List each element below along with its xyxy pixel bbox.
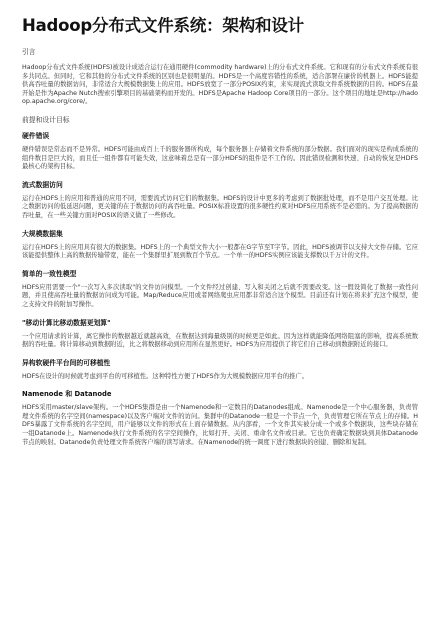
section-paragraph: HDFS在设计的时候就考虑到平台的可移植性。这种特性方便了HDFS作为大规模数据应用平台的推广。 (22, 372, 309, 380)
intro-paragraph: Hadoop分布式文件系统(HDFS)被设计成适合运行在通用硬件(commodity hardware)上的分布式文件系统。它和现有的分布式文件系统有很多共同点。但同时，它和其他的分布式文件系统的区别也是很明显的。HDFS是一个高度容错性的系统，适合部署在廉价的机器上。HDFS能提供高吞吐量的数据访问，非常适合大规模数据集上的应用。HDFS放宽了一部分POSIX约束，来实现流式读取文件系统数据的目的。HDFS在最开始是作为Apache Nutch搜索引擎项目的基础架构而开发的。HDFS是Apache Hadoop Core项目的一部分。这个项目的地址是http://hadoop.apache.org/core/。 (22, 64, 418, 106)
intro-label: 引言 (22, 48, 36, 56)
section-hardware-failure (22, 132, 418, 172)
section-moving-computation (22, 319, 418, 350)
section-paragraph: HDFS采用master/slave架构。一个HDFS集群是由一个Namenode和一定数目的Datanodes组成。Namenode是一个中心服务器，负责管理文件系统的名字空间(namespace)以及客户端对文件的访问。集群中的Datanode一般是一个节点一个，负责管理它所在节点上的存储。HDFS暴露了文件系统的名字空间，用户能够以文件的形式在上面存储数据。从内部看，一个文件其实被分成一个或多个数据块，这些块存储在一组Datanode上。Namenode执行文件系统的名字空间操作，比如打开、关闭、重命名文件或目录。它也负责确定数据块到具体Datanode节点的映射。Datanode负责处理文件系统客户端的读写请求。在Namenode的统一调度下进行数据块的创建、删除和复制。 (22, 404, 418, 446)
document-title: Hadoop分布式文件系统：架构和设计 (22, 16, 304, 35)
section-heading: Namenode 和 Datanode (22, 390, 112, 399)
section-paragraph: 运行在HDFS上的应用具有很大的数据集。HDFS上的一个典型文件大小一般都在G字节至T字节。因此，HDFS被调节以支持大文件存储。它应该能提供整体上高的数据传输带宽，能在一个集群里扩展到数百个节点。一个单一的HDFS实例应该能支撑数以千万计的文件。 (22, 243, 418, 260)
section-heading: 流式数据访问 (22, 180, 63, 189)
section-large-datasets (22, 230, 418, 261)
section-streaming-access (22, 181, 418, 221)
section-portability (22, 359, 418, 382)
goals-label: 前提和设计目标 (22, 115, 70, 124)
section-heading: 硬件错误 (22, 131, 50, 140)
section-heading: 大规模数据集 (22, 229, 63, 238)
section-paragraph: 一个应用请求的计算，离它操作的数据越近就越高效，在数据达到海量级别的时候更是如此。因为这样就能降低网络阻塞的影响，提高系统数据的吞吐量。将计算移动到数据附近，比之将数据移动到应用所在显然更好。HDFS为应用提供了将它们自己移动到数据附近的接口。 (22, 332, 418, 349)
section-paragraph: 运行在HDFS上的应用和普通的应用不同，需要流式访问它们的数据集。HDFS的设计中更多的考虑到了数据批处理，而不是用户交互处理。比之数据访问的低延迟问题，更关键的在于数据访问的高吞吐量。POSIX标准设置的很多硬性约束对HDFS应用系统不是必需的。为了提高数据的吞吐量，在一些关键方面对POSIX的语义做了一些修改。 (22, 194, 418, 219)
section-heading: 异构软硬件平台间的可移植性 (22, 358, 111, 367)
section-paragraph: HDFS应用需要一个"一次写入多次读取"的文件访问模型。一个文件经过创建、写入和关闭之后就不需要改变。这一假设简化了数据一致性问题，并且使高吞吐量的数据访问成为可能。Map/Reduce应用或者网络爬虫应用都非常适合这个模型。目前还有计划在将来扩充这个模型，使之支持文件的附加写操作。 (22, 283, 418, 308)
section-heading: "移动计算比移动数据更划算" (22, 318, 111, 327)
section-coherency-model (22, 270, 418, 310)
section-namenode-datanode (22, 390, 418, 447)
section-paragraph: 硬件错误是常态而不是异常。HDFS可能由成百上千的服务器所构成，每个服务器上存储着文件系统的部分数据。我们面对的现实是构成系统的组件数目是巨大的，而且任一组件都有可能失效，这意味着总是有一部分HDFS的组件是不工作的。因此错误检测和快速、自动的恢复是HDFS最核心的架构目标。 (22, 145, 418, 171)
section-heading: 简单的一致性模型 (22, 269, 77, 278)
